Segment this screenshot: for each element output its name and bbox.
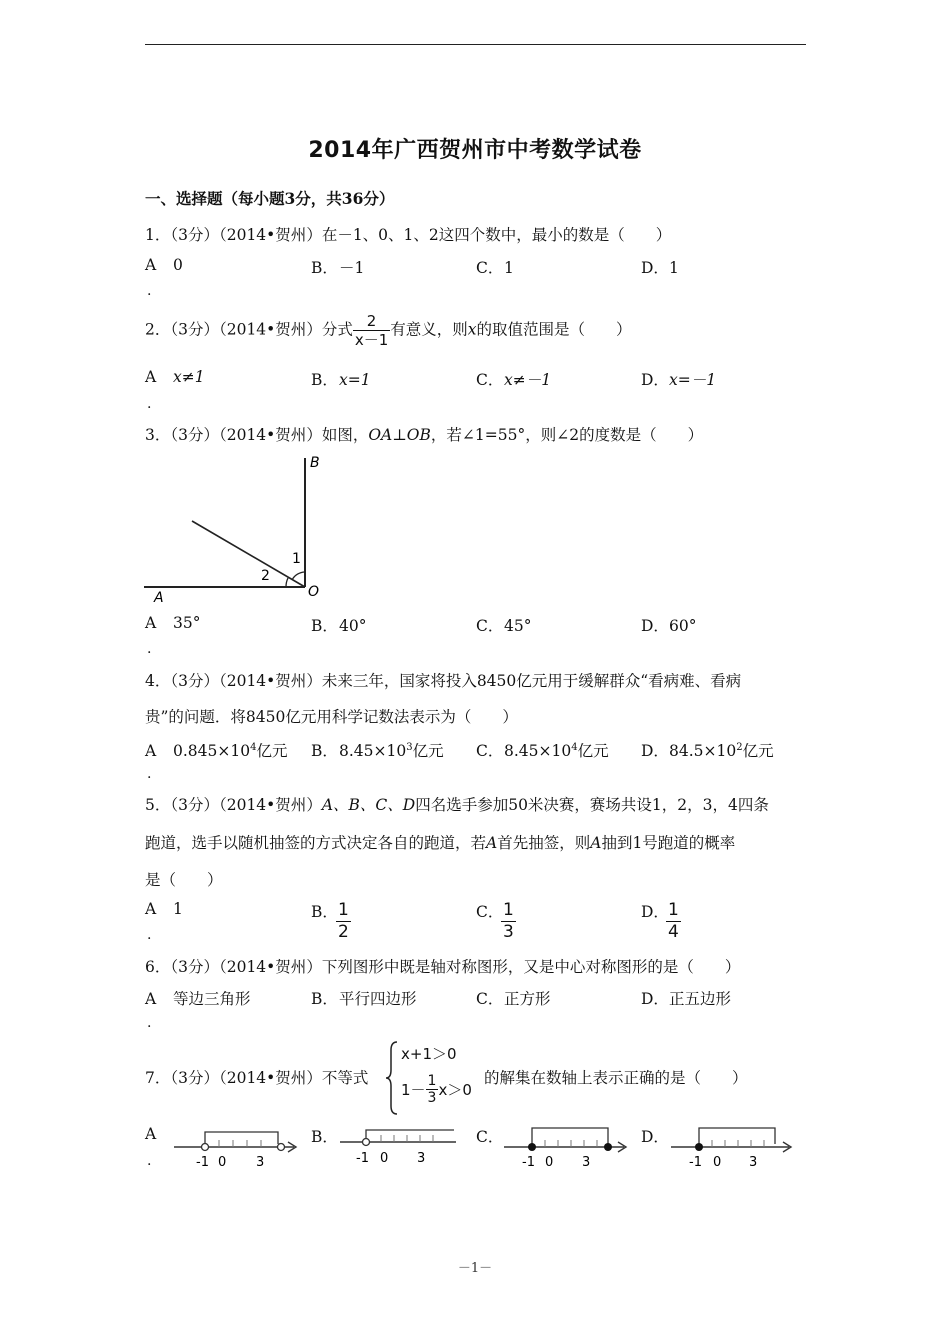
- ray-oc: [192, 521, 305, 587]
- option-a-dot: .: [147, 766, 152, 782]
- svg-text:3: 3: [582, 1155, 591, 1170]
- option-c: C．: [476, 903, 504, 921]
- svg-text:-1: -1: [196, 1155, 209, 1170]
- number-line-b: [336, 1120, 466, 1175]
- label-b: B: [310, 455, 320, 471]
- question-5-line-1: 5．（3分）（2014•贺州）A、B、C、D四名选手参加50米决赛，赛场共设1，2，3，4四条: [145, 796, 769, 814]
- fraction: $\frac{2}{x-1}$: [354, 312, 389, 349]
- label-a: A: [154, 590, 164, 606]
- option-d: D．1: [641, 259, 679, 277]
- question-7-prefix: 7．（3分）（2014•贺州）不等式: [145, 1069, 369, 1087]
- question-4-line-2: 贵”的问题．将8450亿元用科学记数法表示为（ ）: [145, 708, 518, 726]
- option-c: C．: [476, 1128, 504, 1146]
- question-3-text: 3．（3分）（2014•贺州）如图，OA⊥OB，若∠1=55°，则∠2的度数是（ ）: [145, 426, 704, 444]
- question-7-suffix: 的解集在数轴上表示正确的是（ ）: [484, 1069, 748, 1087]
- option-a-dot: .: [147, 1153, 152, 1169]
- option-a: A 0: [145, 256, 183, 274]
- option-b: B．$8.45\times 10^3$亿元: [311, 741, 444, 760]
- option-a-dot: .: [147, 927, 152, 943]
- option-d: D．x=－1: [641, 371, 717, 389]
- option-d: D．60°: [641, 617, 697, 635]
- option-d: D．正五边形: [641, 990, 732, 1008]
- option-b: B．40°: [311, 617, 367, 635]
- option-c-fraction: $\frac{1}{3}$: [503, 900, 514, 942]
- svg-text:-1: -1: [522, 1155, 535, 1170]
- option-a: A 35°: [145, 614, 201, 632]
- option-d-fraction: $\frac{1}{4}$: [668, 900, 679, 942]
- page-title: 2014年广西贺州市中考数学试卷: [308, 138, 642, 163]
- svg-text:3: 3: [417, 1151, 426, 1166]
- option-b: B．x=1: [311, 371, 371, 389]
- angle-figure: [140, 450, 340, 610]
- label-angle-1: 1: [292, 551, 301, 567]
- svg-text:3: 3: [749, 1155, 758, 1170]
- option-d: D．: [641, 903, 669, 921]
- option-b: B．: [311, 1128, 338, 1146]
- option-a-dot: .: [147, 396, 152, 412]
- option-a-dot: .: [147, 641, 152, 657]
- section-heading: 一、选择题（每小题3分，共36分）: [145, 189, 395, 208]
- question-2-text: 2．（3分）（2014•贺州）分式 $\frac{2}{x-1}$ 有意义，则x的取值范围是（ ）: [145, 312, 632, 349]
- option-c: C．x≠－1: [476, 371, 552, 389]
- option-a: A 1: [145, 900, 183, 918]
- option-d: D．: [641, 1128, 669, 1146]
- svg-text:-1: -1: [356, 1151, 369, 1166]
- svg-text:0: 0: [380, 1151, 389, 1166]
- option-b: B．平行四边形: [311, 990, 417, 1008]
- question-6-text: 6．（3分）（2014•贺州）下列图形中既是轴对称图形，又是中心对称图形的是（ ）: [145, 958, 741, 976]
- label-angle-2: 2: [261, 568, 270, 584]
- inequality-2: 1－ $\frac{1}{3}$ x＞0: [401, 1073, 472, 1106]
- question-4-line-1: 4．（3分）（2014•贺州）未来三年，国家将投入8450亿元用于缓解群众“看病难、看病: [145, 672, 742, 690]
- option-c: C．45°: [476, 617, 532, 635]
- svg-text:0: 0: [545, 1155, 554, 1170]
- option-c: C．正方形: [476, 990, 551, 1008]
- option-a-dot: .: [147, 1015, 152, 1031]
- svg-text:3: 3: [256, 1155, 265, 1170]
- option-b-fraction: $\frac{1}{2}$: [338, 900, 349, 942]
- option-a: A x≠1: [145, 368, 205, 386]
- label-o: O: [308, 584, 320, 600]
- question-5-line-3: 是（ ）: [145, 871, 223, 889]
- option-a: A $0.845\times 10^4$亿元: [145, 741, 288, 760]
- svg-text:0: 0: [713, 1155, 722, 1170]
- angle-1-arc: [292, 572, 305, 580]
- option-d: D．$84.5\times 10^2$亿元: [641, 741, 774, 760]
- number-line-a: [170, 1120, 302, 1175]
- option-b: B．－1: [311, 259, 365, 277]
- option-a: A: [145, 1125, 157, 1143]
- header-rule: [145, 44, 806, 45]
- question-1-text: 1．（3分）（2014•贺州）在－1、0、1、2这四个数中，最小的数是（ ）: [145, 226, 672, 244]
- page-number: －1－: [457, 1261, 493, 1276]
- brace: [385, 1040, 399, 1116]
- angle-2-arc: [286, 578, 288, 587]
- option-c: C．$8.45\times 10^4$亿元: [476, 741, 609, 760]
- number-line-d: [667, 1120, 797, 1175]
- option-b: B．: [311, 903, 338, 921]
- number-line-c: [500, 1120, 632, 1175]
- inequality-system: [385, 1040, 485, 1116]
- option-a-dot: .: [147, 283, 152, 299]
- svg-text:-1: -1: [689, 1155, 702, 1170]
- svg-text:0: 0: [218, 1155, 227, 1170]
- option-a: A 等边三角形: [145, 990, 251, 1008]
- inequality-1: x+1＞0: [401, 1045, 457, 1063]
- option-c: C．1: [476, 259, 514, 277]
- question-5-line-2: 跑道，选手以随机抽签的方式决定各自的跑道，若A首先抽签，则A抽到1号跑道的概率: [145, 834, 736, 852]
